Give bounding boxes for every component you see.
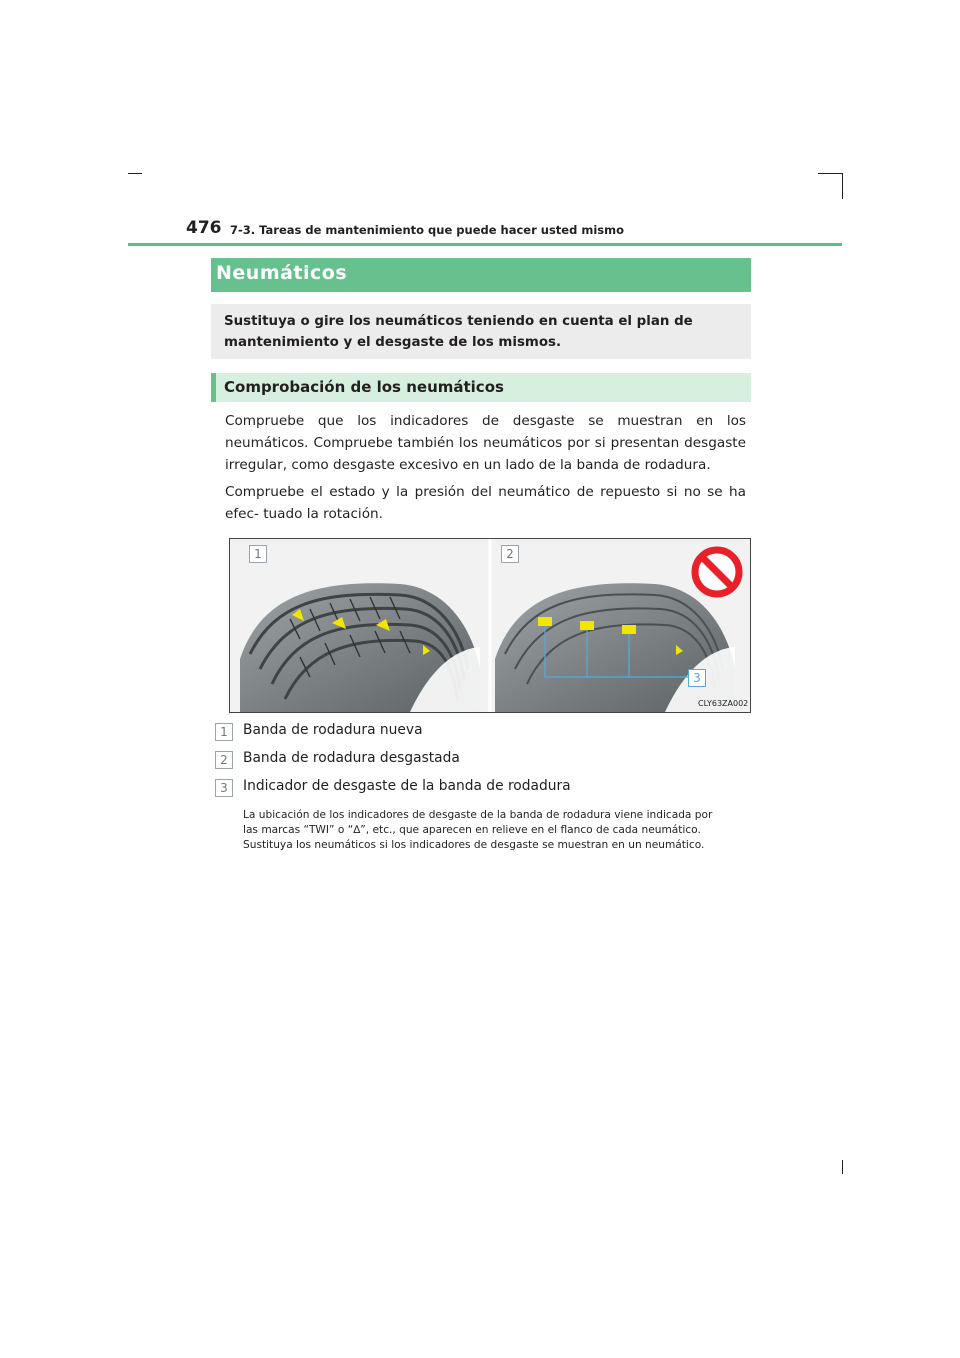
legend-badge-3: 3 [215, 779, 233, 797]
crop-mark [842, 173, 843, 199]
figure-code: CLY63ZA002 [698, 699, 749, 708]
note-line-3: Sustituya los neumáticos si los indicadores de desgaste se muestran en un neumático. [243, 839, 705, 851]
intro-text: Sustituya o gire los neumáticos teniendo en cuenta el plan de mantenimiento y el desgaste de los mismos. [224, 314, 693, 350]
legend-badge-2: 2 [215, 751, 233, 769]
crop-mark [842, 1160, 843, 1174]
legend-badge-1: 1 [215, 723, 233, 741]
section-title: Neumáticos [216, 262, 348, 284]
tire-illustration-svg [230, 539, 750, 712]
crop-mark [818, 173, 842, 174]
paragraph-spare-tire: Compruebe el estado y la presión del neumático de repuesto si no se ha efec- tuado la rotación. [225, 484, 746, 522]
running-head: 7-3. Tareas de mantenimiento que puede hacer usted mismo [230, 223, 624, 237]
legend-text-2: Banda de rodadura desgastada [243, 750, 460, 766]
crop-mark [128, 173, 142, 174]
figure-callout-1: 1 [249, 545, 267, 563]
paragraph-wear-indicators: Compruebe que los indicadores de desgaste se muestran en los neumáticos. Compruebe también los neumáticos por si presentan desgaste irregular, como desgaste excesivo en un lado de la banda de rodadura. [225, 413, 746, 473]
prohibited-icon [695, 550, 739, 594]
header-rule [128, 243, 842, 246]
wear-indicator-note [243, 808, 753, 853]
tire-illustration [229, 538, 751, 713]
note-line-1: La ubicación de los indicadores de desgaste de la banda de rodadura viene indicada por [243, 809, 713, 821]
subsection-title: Comprobación de los neumáticos [224, 378, 504, 396]
legend-text-1: Banda de rodadura nueva [243, 722, 423, 738]
page-number: 476 [186, 218, 222, 238]
legend-text-3: Indicador de desgaste de la banda de rodadura [243, 778, 571, 794]
note-line-2: las marcas “TWI” o “∆”, etc., que aparecen en relieve en el flanco de cada neumático. [243, 824, 701, 836]
subsection-accent [211, 373, 216, 402]
figure-callout-3: 3 [688, 669, 706, 687]
figure-callout-2: 2 [501, 545, 519, 563]
